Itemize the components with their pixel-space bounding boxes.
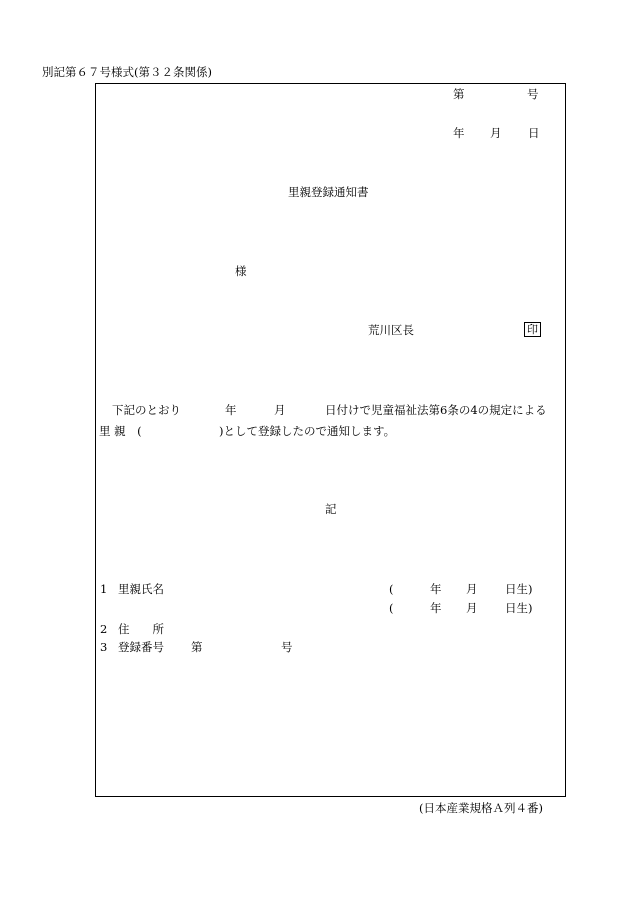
ki-heading: 記 [325,502,337,516]
item3-gou: 号 [281,640,293,654]
birth1-hi: 日生) [505,582,533,596]
number-dai: 第 [453,87,465,101]
item2-number: 2 [100,622,108,636]
sender-name: 荒川区長 [368,323,414,337]
birth1-nen: 年 [430,582,442,596]
body-line1-tsuki: 月 [274,403,286,417]
body-line1-a: 下記のとおり [112,403,181,417]
date-nen: 年 [453,126,465,140]
item3-dai: 第 [191,640,203,654]
date-tsuki: 月 [490,126,502,140]
number-gou: 号 [527,87,539,101]
seal-mark [524,322,541,337]
date-hi: 日 [528,126,540,140]
item3-number: 3 [100,640,108,654]
birth2-hi: 日生) [505,601,533,615]
item1-number: 1 [100,582,108,596]
birth2-tsuki: 月 [466,601,478,615]
item3-label: 登録番号 [118,640,164,654]
item2-label: 住 所 [118,622,164,636]
paper-size-note: (日本産業規格Ａ列４番) [419,801,543,815]
recipient-suffix: 様 [235,264,247,278]
birth1-tsuki: 月 [466,582,478,596]
form-label: 別記第６７号様式(第３２条関係) [42,65,212,79]
body-line1-b: 日付けで児童福祉法第6条の4の規定による [325,403,547,417]
birth2-nen: 年 [430,601,442,615]
body-line2-b: )として登録したので通知します。 [219,424,396,438]
seal-text: 印 [524,322,541,337]
item1-label: 里親氏名 [118,582,164,596]
birth2-open: ( [389,601,394,615]
body-line1-nen: 年 [225,403,237,417]
document-title: 里親登録通知書 [288,185,369,199]
body-line2-a: 里 親 ( [99,424,142,438]
birth1-open: ( [389,582,394,596]
